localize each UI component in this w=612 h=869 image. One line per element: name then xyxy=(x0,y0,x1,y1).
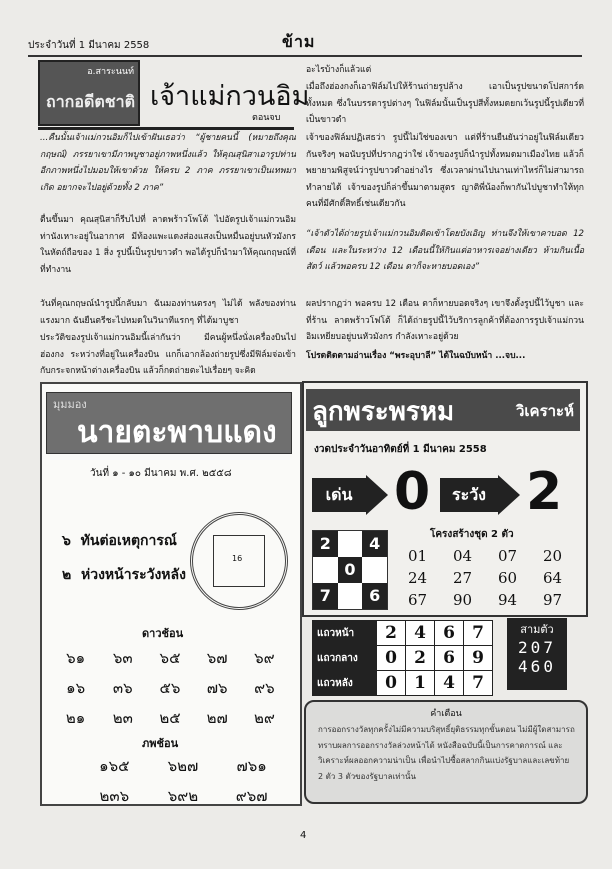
row-value: 7 xyxy=(464,621,493,646)
dao-number: ๖๙ xyxy=(254,649,275,667)
left-lotto-banner xyxy=(46,392,292,454)
checker-cell xyxy=(362,557,387,583)
dao-number: ๒๗ xyxy=(206,709,228,727)
dao-number: ๖๓ xyxy=(112,649,133,667)
draw-date: งวดประจำวันอาทิตย์ที่ 1 มีนาคม 2558 xyxy=(314,444,487,455)
phop-number: ๒๓๖ xyxy=(99,787,130,805)
row-value: 2 xyxy=(406,646,435,671)
dao-number: ๑๖ xyxy=(66,679,86,697)
row-value: 0 xyxy=(377,671,406,696)
banner-title: ลูกพระพรหม xyxy=(312,397,455,427)
paragraph: ...คืนนั้นเจ้าแม่กวนอิมก็ไปเข้าฝันเธอว่า “ผู้ชายคนนี้ (หมายถึงคุณกฤษณ์) ภรรยาเขามีภาพบูชาอยู่ภาพหนึ่งแล้ว ให้คุณสุนิสาเอารูปท่านอีกภาพหนึ่งไปมอบให้เขาด้วย ให้ครบ 2 ภาค ภรรยาเขาเป็นเทพมาเกิด อยากจะไปอยู่ด้วยทั้ง 2 ภาค” xyxy=(40,133,296,193)
dao-number: ๖๑ xyxy=(66,649,86,667)
prediction-text: ทันต่อเหตุการณ์ xyxy=(80,533,177,549)
structure-number: 67 xyxy=(407,591,428,609)
checker-cell: 6 xyxy=(362,583,387,609)
structure-number: 01 xyxy=(407,547,428,565)
phop-number: ๑๖๕ xyxy=(99,757,130,775)
structure-number: 20 xyxy=(542,547,563,565)
watch-label: ระวัง xyxy=(440,478,498,512)
row-value: 7 xyxy=(464,671,493,696)
checker-cell: 2 xyxy=(313,531,338,557)
banner-top-text: มุมมอง xyxy=(53,398,87,411)
zodiac-wheel xyxy=(190,512,288,610)
prediction-item xyxy=(62,564,186,586)
paragraph: “เจ้าตัวได้ถ่ายรูปเจ้าแม่กวนอิมติดเข้าโดยบังเอิญ ท่านจึงให้เขาคาบอด 12 เดือน และในระหว่าง 12 เดือนนี้ให้กินแต่อาหารเจอย่างเดียว ห้ามกินเนื้อสัตว์ แล้วพอครบ 12 เดือน ตาก็จะหายบอดเอง” xyxy=(306,229,584,273)
dao-number: ๒๙ xyxy=(253,709,275,727)
paragraph: ประวัติของรูปเจ้าแม่กวนอิมนี้เล่ากันว่า มีคนผู้หนึ่งนั่งเครื่องบินไปฮ่องกง ระหว่างที่อยู่ในเครื่องบิน แกก็เอากล้องถ่ายรูปซึ่งมีฟิล์มจ่อเข้ากับกระจกหน้าต่างเครื่องบิน แล้วก็กดถ่ายตะไปเรื่อยๆ จะคิด xyxy=(40,333,296,377)
warning-text: การออกรางวัลทุกครั้งไม่มีความบริสุทธิ์ยุติธรรมทุกขั้นตอน ไม่มีผู้ใดสามารถทราบผลการออกรางวัลล่วงหน้าได้ หนังสือฉบับนี้เป็นการคาดการณ์ และวิเคราะห์ผลออกความน่าเป็น เพื่อนำไปซื้อสลากกินแบ่งรัฐบาลและเลขท้าย 2 ตัว 3 ตัวของรัฐบาลเท่านั้น xyxy=(318,725,575,781)
three-digit-title: สามตัว xyxy=(520,623,554,636)
row-label: แถวหลัง xyxy=(313,671,377,696)
page-number: 4 xyxy=(300,830,307,841)
dao-grid xyxy=(52,646,288,730)
phop-number: ๖๙๒ xyxy=(167,787,199,805)
paragraph: วันที่คุณกฤษณ์นำรูปนี้กลับมา ฉันมองท่านตรงๆ ไม่ได้ พลังของท่านแรงมาก ฉันยืนตรีชะไปหมดในวินาทีแรกๆ ที่ได้มาบูชา xyxy=(40,299,296,326)
three-digit-box xyxy=(507,618,567,690)
warning-title: คำเตือน xyxy=(430,709,462,719)
banner-subtitle: วิเคราะห์ xyxy=(515,402,574,420)
paragraph: เจ้าของฟิล์มปฏิเสธว่า รูปนี้ไม่ใช่ของเขา แต่ที่ร้านยืนยันว่าอยู่ในฟิล์มเดียวกันจริงๆ พอนับรูปที่ปรากฏว่าใช่ เจ้าของรูปก็นำรูปทั้งหมดมาเมืองไทย แล้วก็พยายามพิสูจน์ว่ารูปขาวดำอย่างไร ซึ่งเวลาผ่านไปนานเท่าไหร่ก็ไม่สามารถทำลายได้ เจ้าของรูปก็ล่าขึ้นมาตามสูตร ญาติพี่น้องก็พากันไปบูชาทำให้ทุกคนที่มีศักดิ์สิทธิ์เช่นเดียวกัน xyxy=(306,133,584,210)
dao-number: ๒๓ xyxy=(112,709,133,727)
structure-number: 04 xyxy=(452,547,473,565)
dao-number: ๖๕ xyxy=(159,649,181,667)
dao-header: ดาวช้อน xyxy=(142,627,184,640)
structure-number: 60 xyxy=(497,569,518,587)
phop-grid xyxy=(80,754,286,808)
structure-title: โครงสร้างชุด 2 ตัว xyxy=(430,529,514,540)
phop-number: ๗๖๑ xyxy=(236,757,267,775)
article-subtitle: ตอนจบ xyxy=(252,113,281,123)
row-value: 1 xyxy=(406,671,435,696)
column-author: อ.สาระนนท์ xyxy=(87,67,134,77)
prediction-text: ห่วงหน้าระวังหลัง xyxy=(80,567,186,583)
warning-box xyxy=(304,700,588,804)
phop-header: ภพช้อน xyxy=(142,737,179,750)
dao-number: ๒๑ xyxy=(65,709,86,727)
structure-grid xyxy=(395,547,575,609)
column-logo-text: ถากอดีตชาติ xyxy=(46,92,135,111)
structure-number: 64 xyxy=(542,569,563,587)
paragraph: ผลปรากฏว่า พอครบ 12 เดือน ตาก็หายบอดจริงๆ เขาจึงตั้งรูปนี้ไว้บูชา และที่ร้าน ลาดพร้าวโฟโต้ ก็ได้ถ่ายรูปนี้ไว้บริการลูกค้าที่ต้องการรูปเจ้าแม่กวนอิมเหยียบอยู่บนหัวมังกร กำลังเหาะอยู่ด้วย xyxy=(306,299,584,343)
masthead: ข้าม xyxy=(282,32,316,51)
checker-cell: 4 xyxy=(362,531,387,557)
checker-cell xyxy=(338,583,363,609)
checker-cell: 0 xyxy=(338,557,363,583)
watch-number: 2 xyxy=(526,462,563,522)
right-lotto-banner xyxy=(306,389,580,431)
paragraph: ตื่นขึ้นมา คุณสุนิสาก็รีบไปที่ ลาดพร้าวโพโต้ ไปอัดรูปเจ้าแม่กวนอิมท่านังเหาะอยู่ในอากาศ มีท้องแพะแดงส่องแสงเป็นหมื่นอยู่บนหัวมังกรในหัตถ์ถือของ 1 สิ่ง รูปนี้เป็นรูปขาวดำ พอได้รูปก็นำมาให้คุณกฤษณ์ที่ที่ทำงาน xyxy=(40,215,296,275)
row-value: 4 xyxy=(435,671,464,696)
dao-number: ๓๖ xyxy=(112,679,133,697)
number-checkerboard xyxy=(312,530,388,610)
paragraph: เมื่อถึงฮ่องกงก็เอาฟิล์มไปให้ร้านถ่ายรูปล้าง เอาเป็นรูปขนาดโปสการ์ดทั้งหมด ซึ่งในบรรดารูปต่างๆ ในฟิล์มนั้นเป็นรูปสีทั้งหมดยกเว้นรูปนี้รูปเดียวที่เป็นขาวดำ xyxy=(306,82,584,126)
table-row xyxy=(313,646,493,671)
three-digit-number: 460 xyxy=(518,657,556,676)
zodiac-square xyxy=(213,535,265,587)
row-label: แถวกลาง xyxy=(313,646,377,671)
structure-number: 97 xyxy=(542,591,563,609)
arrow-icon xyxy=(498,475,520,515)
row-value: 2 xyxy=(377,621,406,646)
checker-cell: 7 xyxy=(313,583,338,609)
dao-number: ๖๗ xyxy=(206,649,228,667)
phop-number: ๙๖๗ xyxy=(235,787,268,805)
next-issue-note: โปรดติดตามอ่านเรื่อง “พระอุบาลี” ได้ในฉบับหน้า ...จบ... xyxy=(306,351,526,361)
date-range: วันที่ ๑ - ๑๐ มีนาคม พ.ศ. ๒๕๕๘ xyxy=(90,468,232,479)
arrow-icon xyxy=(366,475,388,515)
dao-number: ๒๕ xyxy=(159,709,181,727)
lead-number: 0 xyxy=(394,462,431,522)
structure-number: 94 xyxy=(497,591,518,609)
checker-cell xyxy=(313,557,338,583)
issue-date: ประจำวันที่ 1 มีนาคม 2558 xyxy=(28,40,150,51)
header-rule xyxy=(28,55,582,57)
lead-label: เด่น xyxy=(312,478,366,512)
paragraph: อะไรบ้างก็แล้วแต่ xyxy=(306,65,372,75)
banner-title: นายตะพาบแดง xyxy=(77,415,277,450)
row-value: 6 xyxy=(435,646,464,671)
row-label: แถวหน้า xyxy=(313,621,377,646)
structure-number: 90 xyxy=(452,591,473,609)
column-logo xyxy=(38,60,140,126)
article-title: เจ้าแม่กวนอิม xyxy=(150,81,310,112)
checker-cell xyxy=(338,531,363,557)
table-row xyxy=(313,621,493,646)
row-value: 6 xyxy=(435,621,464,646)
structure-number: 07 xyxy=(497,547,518,565)
row-value: 0 xyxy=(377,646,406,671)
structure-number: 24 xyxy=(407,569,428,587)
prediction-item xyxy=(62,530,177,552)
prediction-num: ๖ xyxy=(62,533,71,549)
dao-number: ๙๖ xyxy=(254,679,275,697)
dao-number: ๕๖ xyxy=(159,679,181,697)
row-value: 9 xyxy=(464,646,493,671)
table-row xyxy=(313,671,493,696)
row-value: 4 xyxy=(406,621,435,646)
dao-number: ๗๖ xyxy=(206,679,228,697)
prediction-num: ๒ xyxy=(62,567,72,583)
three-digit-number: 207 xyxy=(518,638,556,657)
rows-table xyxy=(312,620,493,696)
wheel-center-number: 16 xyxy=(232,554,243,563)
phop-number: ๖๒๗ xyxy=(167,757,199,775)
structure-number: 27 xyxy=(452,569,473,587)
